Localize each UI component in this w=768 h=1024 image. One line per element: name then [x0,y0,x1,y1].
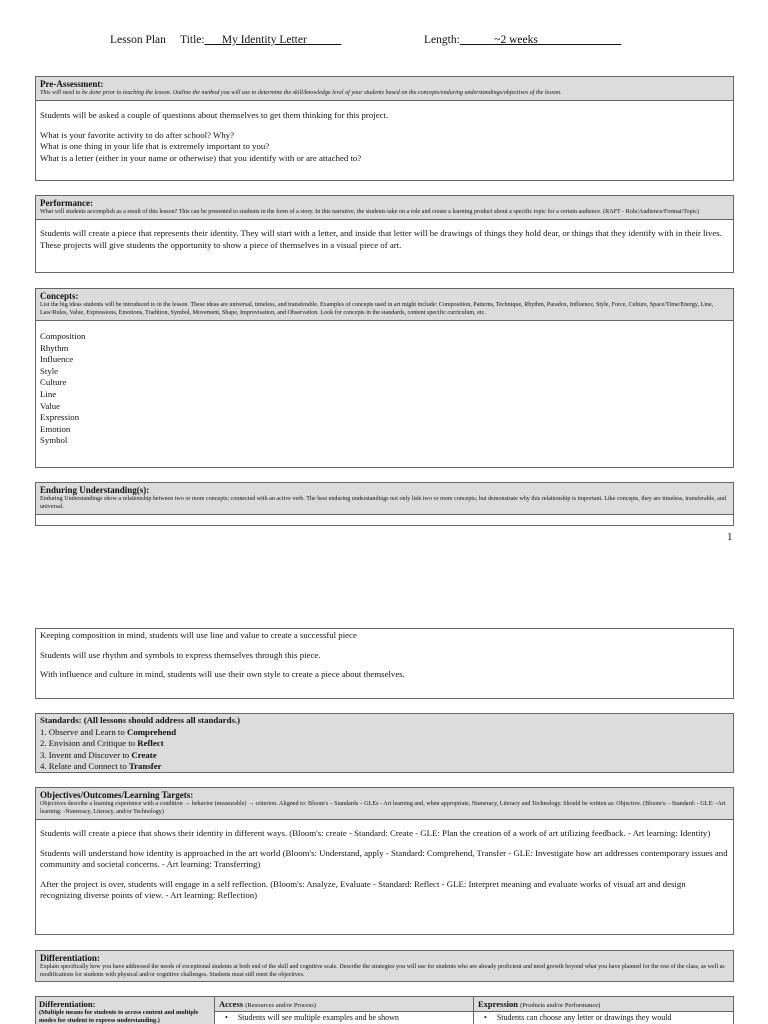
concept-item: Value [40,400,61,411]
standard-item: 1. Observe and Learn to Comprehend [40,726,177,737]
concept-item: Influence [40,354,74,365]
objectives-body [36,820,733,902]
enduring-description: Enduring Understandings show a relationship between two or more concepts; connected with an active verb. The best enduring understandings not only link two or more concepts; but demonstrate why this relationship is important. Like concepts, they are timeless, transferable, and universal. [40,496,726,510]
title-value: My Identity Letter [221,34,307,46]
concepts-section [35,288,734,468]
enduring-line: Students will use rhythm and symbols to express themselves through this piece. [40,649,321,660]
lesson-header [110,34,538,46]
pre-assessment-header [36,77,733,101]
standards-body [36,714,733,773]
pre-assessment-title: Pre-Assessment: [40,79,104,89]
concept-item: Composition [40,331,86,341]
concept-item: Style [40,365,59,376]
differentiation-table-label: Differentiation: (Multiple means for students to access content and multiple modes for student to express understanding.) [36,997,215,1024]
differentiation-section [35,950,734,982]
differentiation-table-title: Differentiation [39,999,93,1009]
standards-title: Standards: (All lessons should address all standards.) [40,715,241,725]
concept-item: Emotion [40,423,71,434]
performance-title: Performance: [40,198,93,208]
differentiation-table [35,996,734,1024]
access-text: • Students will see multiple examples and be shown [215,1012,473,1022]
pre-assessment-description: This will need to be done prior to teaching the lesson. Outline the method you will use to determine the skill/knowledge level of your students based on the concepts/enduring understandings/objectives of the lesson. [40,90,562,96]
standards-section [35,713,734,773]
pre-assessment-question: What is a letter (either in your name or otherwise) that you identify with or are attached to? [40,152,362,163]
differentiation-title: Differentiation: [40,953,100,963]
access-header: Access (Resources and/or Process) [215,997,473,1012]
objectives-title: Objectives/Outcomes/Learning Targets: [40,790,194,800]
length-value: ~2 weeks [494,34,538,46]
performance-header [36,196,733,220]
standard-item: 3. Invent and Discover to Create [40,749,157,760]
pre-assessment-body [36,101,733,164]
access-column [215,997,474,1024]
concepts-header [36,289,733,321]
concept-item: Expression [40,412,80,423]
enduring-continued-section [35,628,734,699]
differentiation-table-desc: (Multiple means for students to access content and multiple modes for student to express understanding.) [39,1009,199,1024]
objectives-section [35,787,734,935]
differentiation-header [36,951,733,981]
performance-description: What will students accomplish as a result of this lesson? This can be presented to students in the form of a story. In this narrative, the students take on a role and create a learning product about a specific topic for a certain audience. (RAFT - Role/Audience/Format/Topic) [40,209,700,215]
concepts-description: List the big ideas students will be introduced to in the lesson. These ideas are universal, timeless, and transferable. Examples of concepts used in art might include: Composition, Patterns, Technique, Rhythm, Paradox, Influence, Style, Force, Culture, Space/Time/Energy, Line, Law/Rules, Value, Expressions, Emotions, Tradition, Symbol, Movement, Shape, Improvisation, and Observation. Look for concepts in the standards, content specific curriculum, etc. [40,302,714,316]
concepts-title: Concepts: [40,291,79,301]
standard-item: 4. Relate and Connect to Transfer [40,761,162,771]
concept-item: Line [40,388,57,399]
expression-column [474,997,733,1024]
pre-assessment-question: What is your favorite activity to do after school? Why? [40,129,235,140]
objectives-description: Objectives describe a learning experience with a condition → behavior (measurable) → criterion. Aligned to: Bloom's – Standards – GLEs - Art learning and, when appropriate, Numeracy, Literacy and Technology. Should be written as: Objective. (Bloom's: - Standard: - GLE: -Art learning: -Numeracy, Literacy, and/or Technology) [40,801,726,815]
length-label: Length: [424,34,460,46]
expression-text: • Students can choose any letter or drawings they would [474,1012,733,1022]
enduring-title: Enduring Understanding(s): [40,485,150,495]
page-number: 1 [727,531,733,543]
enduring-continued-body [36,629,733,681]
enduring-header [36,483,733,515]
enduring-line: Keeping composition in mind, students will use line and value to create a successful piece [40,630,357,640]
lesson-plan-label: Lesson Plan [110,34,166,46]
standard-item: 2. Envision and Critique to Reflect [40,738,164,748]
differentiation-description: Explain specifically how you have addressed the needs of exceptional students at both end of the skill and cognitive scale. Describe the strategies you will use for students who are already proficient and need growth beyond what you have planned for the rest of the class, as well as modifications for students with physical and/or cognitive challenges. Students must still meet the objectives. [40,964,725,978]
objective-paragraph: After the project is over, students will engage in a self reflection. (Bloom's: Analyze, Evaluate - Standard: Reflect - GLE: Interpret meaning and evaluate works of visual art and design recognizing diverse points of view. - Art learning: Reflection) [40,878,686,901]
concept-item: Rhythm [40,342,69,353]
concept-item: Culture [40,377,67,388]
expression-header: Expression (Products and/or Performance) [474,997,733,1012]
enduring-section [35,482,734,526]
title-label: Title: [180,34,205,46]
performance-section [35,195,734,273]
concept-item: Symbol [40,435,68,446]
pre-assessment-line: Students will be asked a couple of questions about themselves to get them thinking for this project. [40,110,389,120]
objective-paragraph: Students will understand how identity is approached in the art world (Bloom's: Understand, apply - Standard: Comprehend, Transfer - GLE: Investigate how art addresses contemporary issues and community and societal concerns. - Art learning: Transferring) [40,847,728,870]
pre-assessment-section [35,76,734,181]
objective-paragraph: Students will create a piece that shows their identity in different ways. (Bloom's: create - Standard: Create - GLE: Plan the creation of a work of art utilizing feedback. - Art learning: Identity) [40,828,711,838]
pre-assessment-question: What is one thing in your life that is extremely important to you? [40,141,270,152]
enduring-line: With influence and culture in mind, students will use their own style to create a piece about themselves. [40,669,405,680]
objectives-header [36,788,733,820]
performance-text: Students will create a piece that represents their identity. They will start with a letter, and inside that letter will be drawings of things they hold dear, or things that they identify with in their lives. These projects will give students the opportunity to show a piece of themselves in a visual piece of art. [40,228,722,250]
concepts-list [36,321,733,447]
